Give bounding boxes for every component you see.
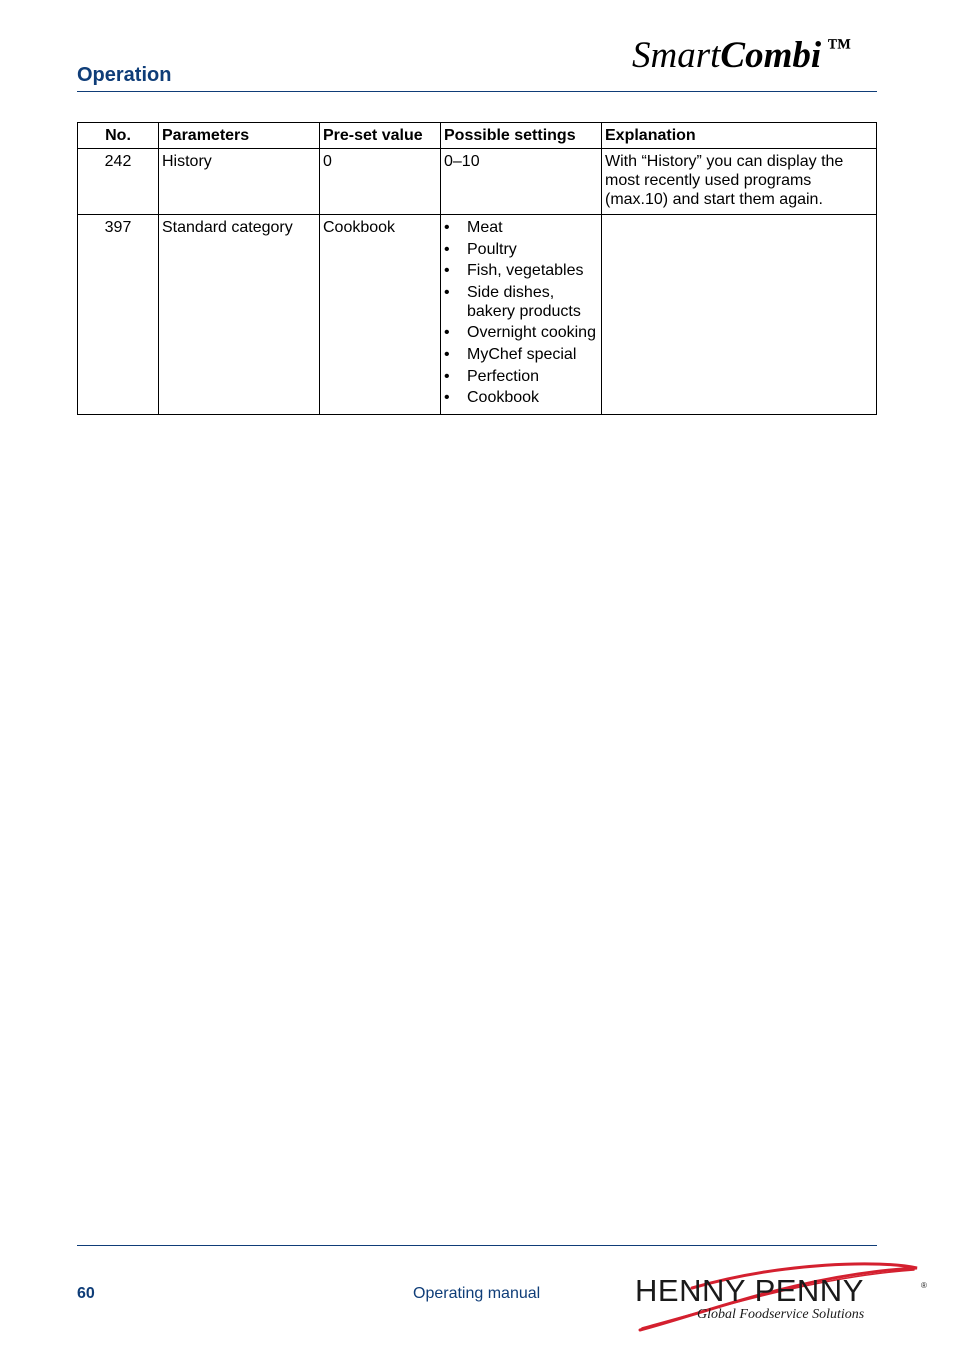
- cell-explanation: With “History” you can display the most recently used programs (max.10) and start them again.: [602, 149, 877, 215]
- cell-no: 397: [78, 215, 159, 415]
- cell-parameter: History: [159, 149, 320, 215]
- table-row: [78, 149, 877, 215]
- bullet: •: [444, 283, 450, 301]
- header-rule: [77, 91, 877, 92]
- list-item: • Perfection: [444, 367, 540, 385]
- henny-penny-logo: [632, 1256, 932, 1336]
- cell-settings: 0–10: [441, 149, 602, 215]
- cell-no: 242: [78, 149, 159, 215]
- col-header-preset: Pre-set value: [320, 123, 441, 149]
- brand-logo: [632, 36, 851, 74]
- table-row: [78, 215, 877, 415]
- list-item: • Poultry: [444, 240, 517, 258]
- manual-label: Operating manual: [413, 1285, 541, 1302]
- bullet: •: [444, 262, 450, 280]
- page-number: 60: [77, 1285, 95, 1302]
- cell-parameter: Standard category: [159, 215, 320, 415]
- cell-preset: Cookbook: [320, 215, 441, 415]
- list-item: • Side dishes, bakery products: [444, 283, 581, 320]
- bullet: •: [444, 389, 450, 407]
- col-header-explanation: Explanation: [602, 123, 877, 149]
- list-item: • MyChef special: [444, 345, 577, 363]
- list-item: • Meat: [444, 219, 503, 236]
- bullet: •: [444, 219, 450, 236]
- parameters-table: [77, 122, 877, 415]
- list-item: • Cookbook: [444, 389, 540, 407]
- section-title: Operation: [77, 64, 172, 86]
- col-header-no: No.: [78, 123, 159, 149]
- bullet: •: [444, 324, 450, 342]
- bullet: •: [444, 345, 450, 363]
- brand-smart: Smart: [632, 35, 721, 76]
- brand-combi: Combi: [720, 35, 822, 76]
- cell-settings: [441, 215, 602, 415]
- logo-registered: ®: [921, 1281, 927, 1290]
- footer-rule: [77, 1245, 877, 1246]
- logo-tagline: Global Foodservice Solutions: [697, 1307, 865, 1322]
- settings-list: [444, 218, 598, 407]
- list-item: • Overnight cooking: [444, 324, 596, 342]
- cell-preset: 0: [320, 149, 441, 215]
- bullet: •: [444, 240, 450, 258]
- brand-trademark: ™: [827, 35, 852, 61]
- bullet: •: [444, 367, 450, 385]
- list-item: • Fish, vegetables: [444, 262, 584, 280]
- cell-explanation: [602, 215, 877, 415]
- table-header-row: [78, 123, 877, 149]
- col-header-possible-settings: Possible settings: [441, 123, 602, 149]
- col-header-parameters: Parameters: [159, 123, 320, 149]
- logo-text: HENNY PENNY: [635, 1273, 864, 1308]
